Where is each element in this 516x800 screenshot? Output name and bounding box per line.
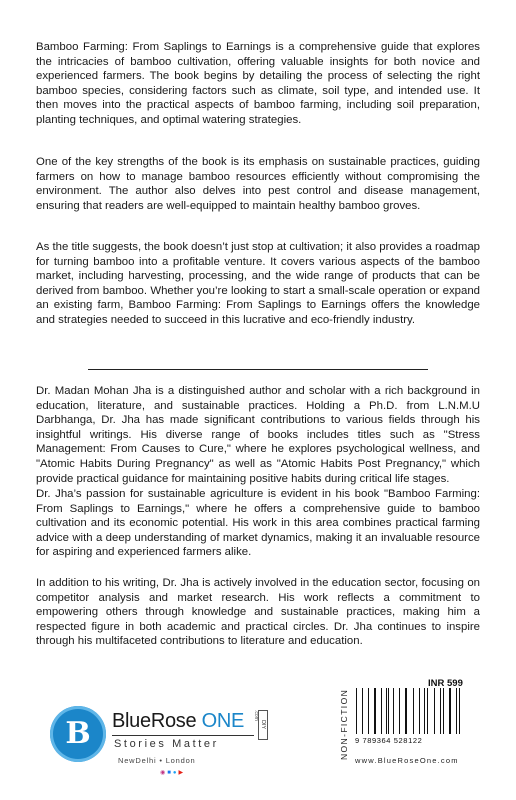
price-label: INR 599: [428, 678, 463, 689]
isbn-barcode: [355, 688, 463, 734]
author-bio-paragraph-1: Dr. Madan Mohan Jha is a distinguished author and scholar with a rich background in education, literature, and sustainable practices. Holding a Ph.D. from L.N.M.U Darbhanga, Dr. Jha has made significant contributions to various fields through his insightful writings. His diverse range of books includes titles such as "Stress Management: From Causes to Cure," where he explores psychological wellness, and "Atomic Habits During Pregnancy" as well as "Atomic Habits Post Pregnancy," which provide practical guidance for maintaining positive habits during critical life stages.: [36, 385, 480, 485]
facebook-icon: ■: [167, 770, 171, 776]
author-bio-paragraph-2: Dr. Jha’s passion for sustainable agriculture is evident in his book "Bamboo Farming: From Saplings to Earnings," where he offers a comprehensive guide to bamboo cultivation and its economic potential. His work in this area combines practical farming advice with a deep understanding of market dynamics, making it an invaluable resource for aspiring and experienced farmers alike.: [36, 488, 480, 559]
description-paragraph-2: One of the key strengths of the book is its emphasis on sustainable practices, guiding farmers on how to manage bamboo resources efficiently without compromising the environment. The author also delves into pest control and disease management, ensuring that readers are well-equipped to maintain healthy bamboo groves.: [36, 156, 480, 212]
twitter-icon: ●: [172, 770, 177, 776]
description-paragraph-1: Bamboo Farming: From Saplings to Earnings is a comprehensive guide that explores the intricacies of bamboo cultivation, offering valuable insights for both novice and experienced farmers. The book begins by detailing the process of selecting the right bamboo species, considering factors such as climate, soil type, and intended use. It then moves into the practical aspects of bamboo farming, including soil preparation, planting techniques, and optimal watering strategies.: [36, 41, 480, 126]
publisher-name: [112, 710, 244, 733]
isbn-number: 9 789364 528122: [355, 736, 423, 745]
description-paragraph-3: As the title suggests, the book doesn’t just stop at cultivation; it also provides a roadmap for turning bamboo into a profitable venture. It covers various aspects of the bamboo market, including harvesting, processing, and the wide range of products that can be derived from bamboo. Whether you’re looking to start a small-scale operation or expand an existing farm, Bamboo Farming: From Saplings to Earnings offers the knowledge and strategies needed to succeed in this lucrative and eco-friendly industry.: [36, 241, 480, 326]
logo-circle-icon: [50, 706, 106, 762]
publisher-cities: NewDelhi • London: [118, 756, 196, 765]
author-bio-paragraph-3: In addition to his writing, Dr. Jha is actively involved in the education sector, focusing on competitor analysis and market research. His work reflects a commitment to empowering others through knowledge and sustainable practices, making him a respected figure in both academic and practical circles. Dr. Jha continues to inspire through his multifaceted contributions to literature and education.: [36, 577, 480, 648]
social-icons: [160, 769, 185, 776]
publisher-logo: [50, 702, 290, 782]
publisher-reg-mark: DIY: [258, 710, 268, 740]
instagram-icon: ◉: [160, 770, 166, 776]
publisher-tagline: Stories Matter: [114, 738, 219, 750]
publisher-dotcom: .com: [253, 710, 259, 721]
logo-letter: B: [65, 716, 91, 751]
genre-label: NON-FICTION: [339, 688, 349, 760]
publisher-name-part1: BlueRose: [112, 710, 202, 732]
publisher-name-part2: ONE: [201, 710, 245, 732]
publisher-website: www.BlueRoseOne.com: [355, 756, 459, 765]
section-divider: [88, 369, 428, 370]
youtube-icon: ▶: [178, 770, 184, 776]
logo-divider: [112, 735, 254, 736]
